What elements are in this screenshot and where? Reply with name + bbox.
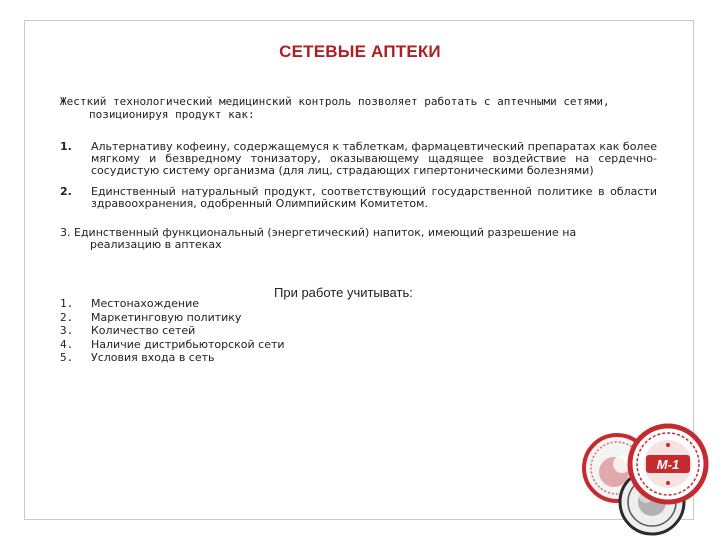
intro-line-2: позиционируя продукт как: (89, 108, 255, 121)
list-item-text: Альтернативу кофеину, содержащемуся к таблеткам, фармацевтический препаратах как более мягкому и безвредному тонизатору, оказывающему щадящее воздействие на сердечно-сосудистую систему организма (для лиц, страдающих гипертоническими болезнями) (91, 140, 657, 177)
list-item-text: Единственный натуральный продукт, соответствующий государственной политике в области здравоохранения, одобренный Олимпийским Комитетом. (91, 185, 657, 210)
consideration-item (60, 338, 460, 352)
list-item-text-line-2: реализацию в аптеках (90, 238, 222, 251)
list-item-number: 2. (60, 185, 72, 198)
consideration-item (60, 311, 460, 325)
page-title: СЕТЕВЫЕ АПТЕКИ (279, 42, 441, 61)
consideration-text: Наличие дистрибьюторской сети (91, 337, 285, 351)
brand-stamps-graphic (582, 420, 712, 538)
considerations-list (60, 297, 460, 365)
intro-line-1: Жесткий технологический медицинский контроль позволяет работать с аптечными сетями, (60, 95, 610, 108)
consideration-number: 5. (60, 351, 74, 364)
consideration-number: 3. (60, 324, 74, 337)
m1-logo-stamp (630, 426, 706, 502)
consideration-text: Маркетинговую политику (91, 310, 242, 324)
consideration-item (60, 324, 460, 338)
m1-logo-text: M-1 (656, 457, 680, 472)
consideration-text: Количество сетей (91, 324, 196, 337)
brand-stamps (582, 420, 712, 538)
list-item-number: 1. (60, 140, 72, 153)
list-item-text-line-1: Единственный функциональный (энергетический) напиток, имеющий разрешение на (74, 226, 577, 239)
consideration-item (60, 297, 460, 311)
intro-paragraph (60, 95, 660, 121)
list-item-number: 3. (60, 226, 71, 239)
consideration-text: Местонахождение (91, 297, 200, 310)
consideration-number: 2. (60, 310, 74, 324)
consideration-number: 4. (60, 337, 74, 351)
consideration-number: 1. (60, 297, 74, 310)
consideration-text: Условия входа в сеть (91, 351, 215, 364)
list-item-3 (60, 227, 656, 251)
consideration-item (60, 351, 460, 365)
section-subheading: При работе учитывать: (274, 285, 413, 300)
